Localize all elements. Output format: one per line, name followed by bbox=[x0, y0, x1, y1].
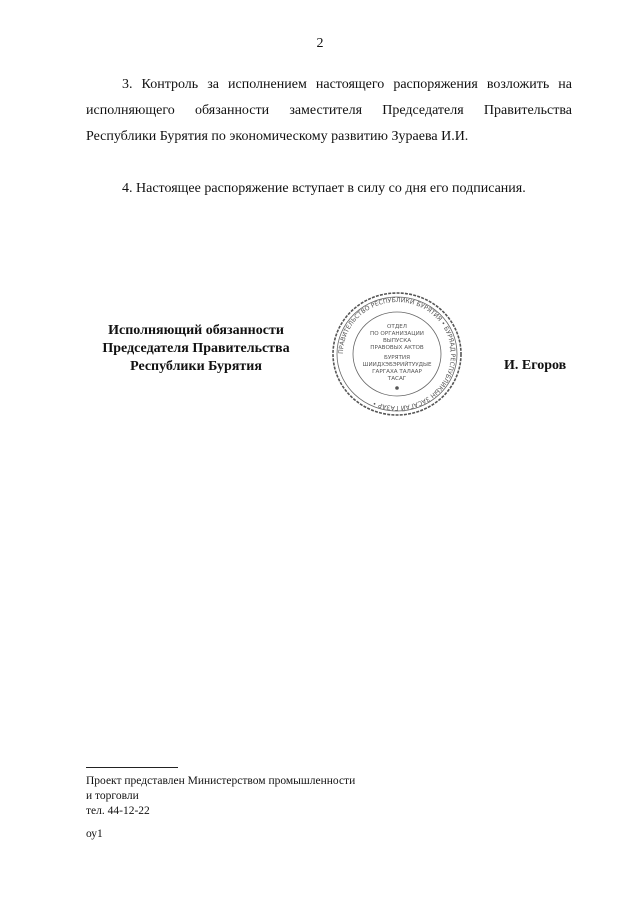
signatory-name: И. Егоров bbox=[504, 358, 567, 373]
signatory-position-line: Республики Бурятия bbox=[130, 359, 262, 374]
signatory-position-line: Исполняющий обязанности bbox=[108, 323, 284, 338]
signatory-position-line: Председателя Правительства bbox=[102, 341, 290, 356]
paragraph-3-container bbox=[86, 72, 572, 150]
page-number: 2 bbox=[316, 36, 324, 51]
paragraph-4-container bbox=[86, 176, 572, 202]
official-seal-stamp bbox=[330, 290, 464, 418]
footnote-divider bbox=[86, 767, 178, 768]
footnote-line: Проект представлен Министерством промышленности bbox=[86, 775, 356, 787]
paragraph-3: 3. Контроль за исполнением настоящего распоряжения возложить на исполняющего обязанности заместителя Председателя Правительства Республики Бурятия по экономическому развитию Зураева И.И. bbox=[86, 77, 572, 144]
stamp-star-icon bbox=[395, 386, 399, 390]
stamp-center-line: ПРАВОВЫХ АКТОВ bbox=[370, 345, 424, 351]
stamp-center-line: ШИИДХЭБЭРИЙТУУДЫЕ bbox=[362, 362, 432, 368]
footnote-line: тел. 44-12-22 bbox=[86, 805, 150, 817]
footnote-line: и торговли bbox=[86, 790, 139, 802]
stamp-center-line: ПО ОРГАНИЗАЦИИ bbox=[370, 331, 424, 337]
paragraph-4: 4. Настоящее распоряжение вступает в силу со дня его подписания. bbox=[122, 181, 526, 196]
stamp-center-line: ОТДЕЛ bbox=[387, 324, 407, 330]
signatory-position bbox=[86, 322, 306, 376]
footnote-code: оу1 bbox=[86, 828, 103, 840]
stamp-center-line: ГАРГАХА ТАЛААР bbox=[372, 369, 422, 375]
footnote bbox=[86, 774, 446, 842]
stamp-center-line: ВЫПУСКА bbox=[382, 338, 412, 344]
stamp-center-line: БУРЯТИЯ bbox=[384, 355, 410, 361]
stamp-ring-textpath: ПРАВИТЕЛЬСТВО РЕСПУБЛИКИ БУРЯТИЯ • БУРЯАД РЕСПУБЛИКЫН ЗАСАГАЙ ГАЗАР • bbox=[337, 296, 457, 412]
stamp-center-line: ТАСАГ bbox=[387, 376, 407, 382]
